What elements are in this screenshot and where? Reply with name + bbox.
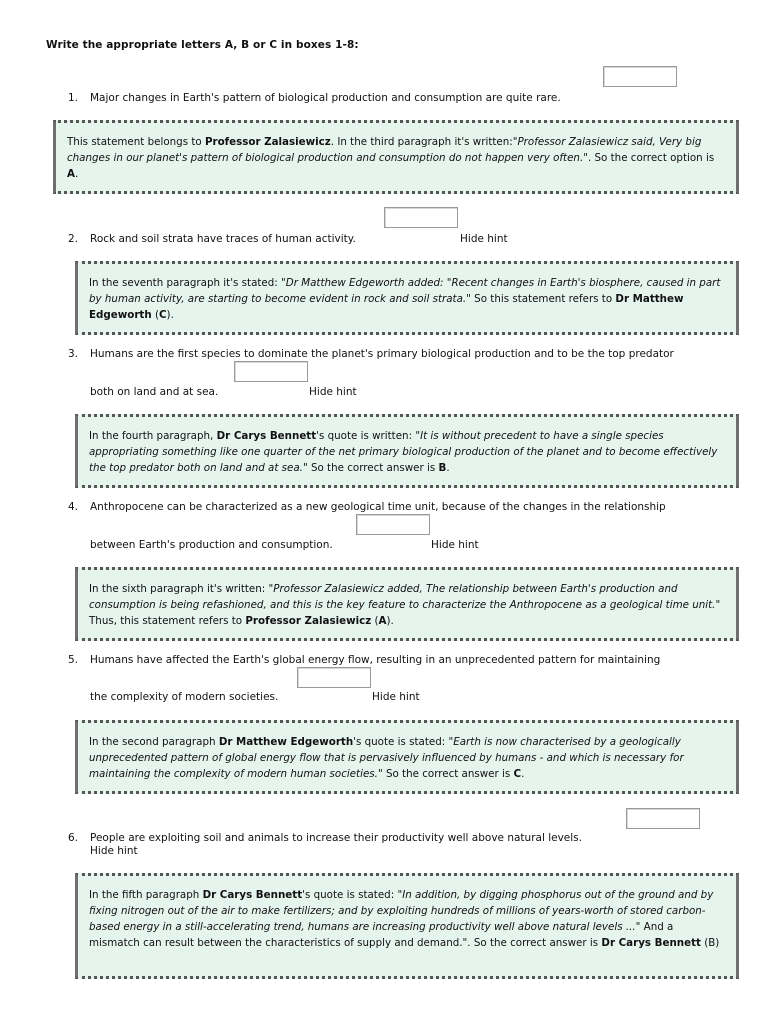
instructions-heading: Write the appropriate letters A, B or C in boxes 1-8:: [46, 39, 359, 51]
hint-box-2: [75, 261, 739, 335]
answer-box-6[interactable]: [626, 808, 700, 829]
hint-6-text: In the fifth paragraph Dr Carys Bennett's quote is stated: "In addition, by digging phosphorus out of the ground and by fixing nitrogen out of the air to make fertilizers; and by exploiting hundreds of millions of years-worth of stored carbon-based energy in a still-accelerating trend, humans are increasing productivity well above natural levels ..." And a mismatch can result between the characteristics of supply and demand.". So the correct answer is Dr Carys Bennett (B): [89, 889, 720, 949]
hint-box-3: [75, 414, 739, 488]
answer-box-2[interactable]: [384, 207, 458, 228]
question-3-text-line2: both on land and at sea.: [90, 386, 219, 398]
hint-box-6: [75, 873, 739, 979]
hide-hint-link-3[interactable]: Hide hint: [309, 386, 357, 398]
hint-5-text: In the second paragraph Dr Matthew Edgeworth's quote is stated: "Earth is now characterised by a geologically unprecedented pattern of global energy flow that is pervasively influenced by humans - and which is necessary for maintaining the complexity of modern human societies." So the correct answer is C.: [89, 736, 684, 780]
question-2-number: 2.: [68, 233, 79, 245]
answer-box-4[interactable]: [356, 514, 430, 535]
hide-hint-link-2[interactable]: Hide hint: [460, 233, 508, 245]
question-5-text-line1: Humans have affected the Earth's global energy flow, resulting in an unprecedented pattern for maintaining: [90, 654, 661, 666]
question-1-number: 1.: [68, 92, 79, 104]
hint-box-4: [75, 567, 739, 641]
question-5-text-line2: the complexity of modern societies.: [90, 691, 279, 703]
hint-1-text: This statement belongs to Professor Zalasiewicz. In the third paragraph it's written:"Professor Zalasiewicz said, Very big changes in our planet's pattern of biological production and consumption do not happen very often.". So the correct option is A.: [67, 136, 715, 180]
question-4-text-line2: between Earth's production and consumption.: [90, 539, 333, 551]
hint-2-text: In the seventh paragraph it's stated: "Dr Matthew Edgeworth added: "Recent changes in Earth's biosphere, caused in part by human activity, are starting to become evident in rock and soil strata." So this statement refers to Dr Matthew Edgeworth (C).: [89, 277, 721, 321]
question-1-text: Major changes in Earth's pattern of biological production and consumption are quite rare.: [90, 92, 561, 104]
hide-hint-link-4[interactable]: Hide hint: [431, 539, 479, 551]
question-5-number: 5.: [68, 654, 79, 666]
question-4-text-line1: Anthropocene can be characterized as a new geological time unit, because of the changes in the relationship: [90, 501, 666, 513]
hide-hint-link-5[interactable]: Hide hint: [372, 691, 420, 703]
hint-3-text: In the fourth paragraph, Dr Carys Bennett's quote is written: "It is without precedent to have a single species appropriating something like one quarter of the net primary biological production of the planet and to become effectively the top predator both on land and at sea." So the correct answer is B.: [89, 430, 718, 474]
hint-4-text: In the sixth paragraph it's written: "Professor Zalasiewicz added, The relationship between Earth's production and consumption is being refashioned, and this is the key feature to characterize the Anthropocene as a geological time unit." Thus, this statement refers to Professor Zalasiewicz (A).: [89, 583, 721, 627]
answer-box-1[interactable]: [603, 66, 677, 87]
question-3-text-line1: Humans are the first species to dominate the planet's primary biological production and to be the top predator: [90, 348, 674, 360]
question-4-number: 4.: [68, 501, 79, 513]
hint-box-5: [75, 720, 739, 794]
question-2-text: Rock and soil strata have traces of human activity.: [90, 233, 356, 245]
question-6-text: People are exploiting soil and animals to increase their productivity well above natural levels.: [90, 832, 582, 844]
question-6-number: 6.: [68, 832, 79, 844]
hide-hint-link-6[interactable]: Hide hint: [90, 845, 138, 857]
question-3-number: 3.: [68, 348, 79, 360]
answer-box-5[interactable]: [297, 667, 371, 688]
answer-box-3[interactable]: [234, 361, 308, 382]
hint-box-1: [53, 120, 739, 194]
